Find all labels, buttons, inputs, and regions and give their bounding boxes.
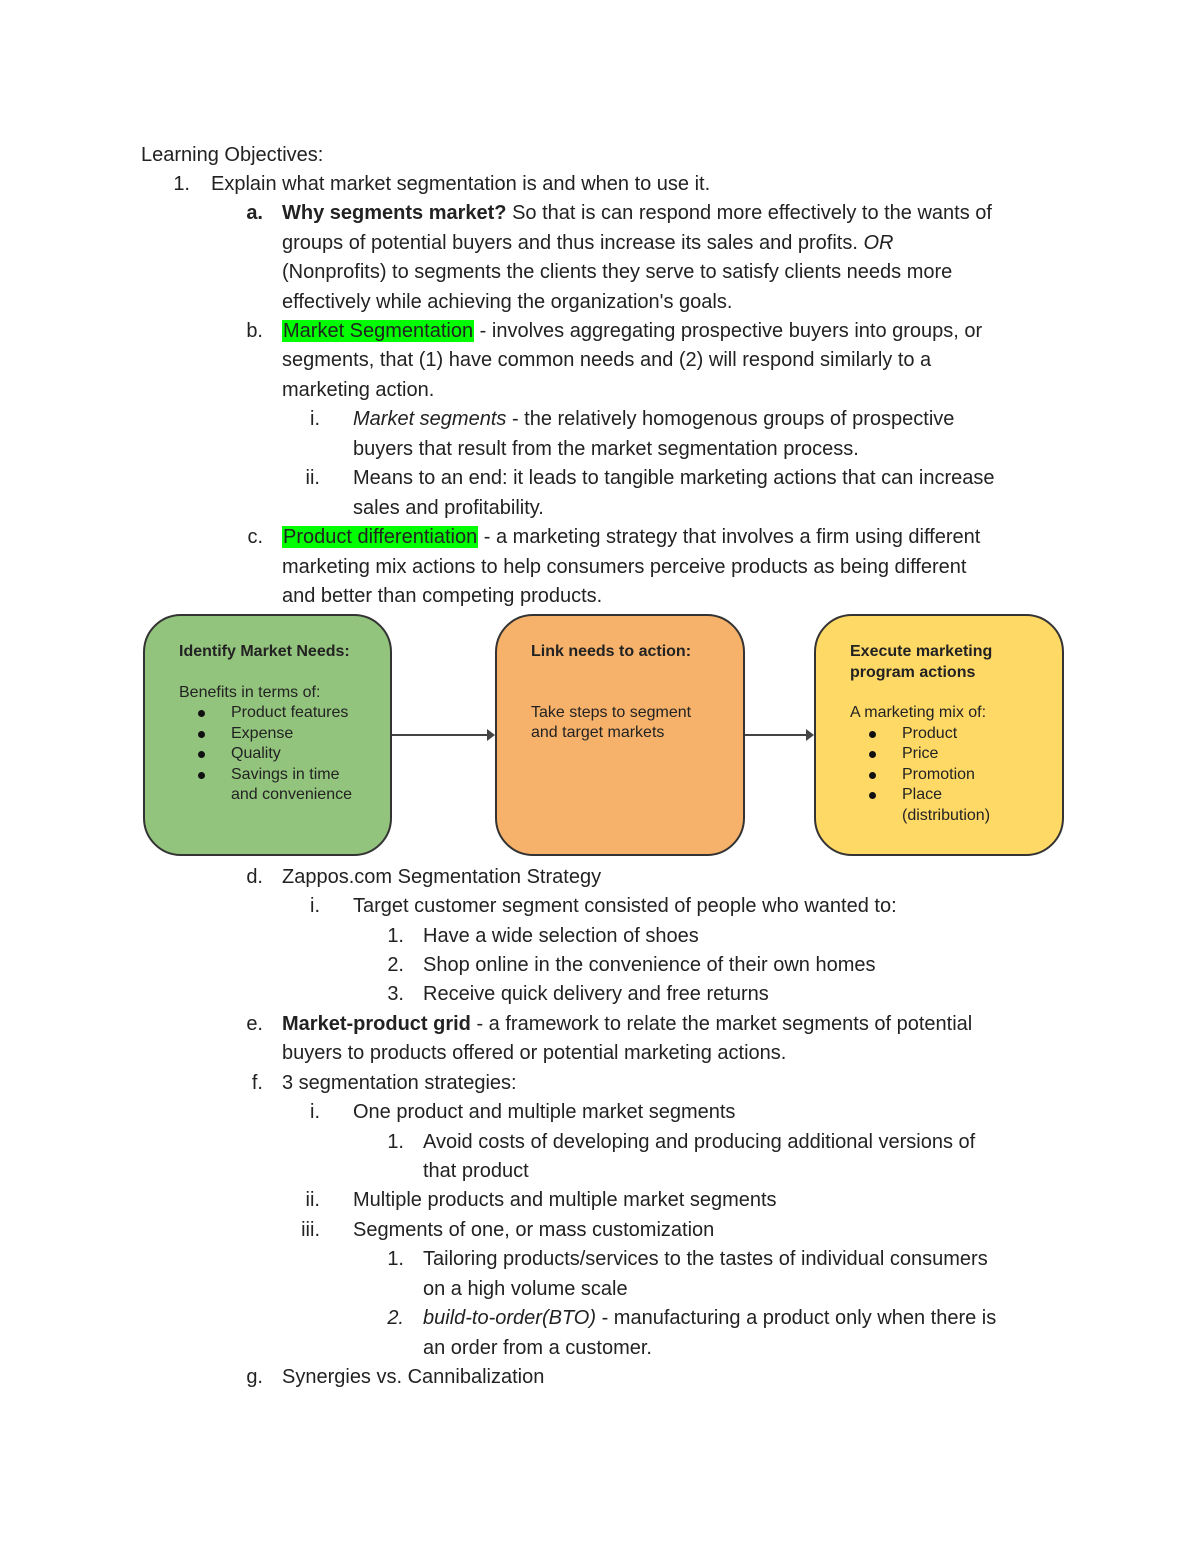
heading: Learning Objectives:: [141, 144, 324, 166]
marketing-mix-list: [850, 724, 1052, 806]
list-item: Expense: [179, 724, 380, 745]
list-item: Quality: [179, 744, 380, 765]
list-marker: iii.: [301, 1219, 320, 1241]
item-d-i: Target customer segment consisted of people who wanted to:: [353, 895, 897, 917]
list-item-continuation: (distribution): [902, 806, 991, 824]
item-a-or: OR: [863, 232, 894, 254]
box-body: Take steps to segment: [531, 703, 692, 721]
item-f-iii-2-line-1: [423, 1304, 996, 1334]
item-f-iii-1-line-1: Tailoring products/services to the tastes of individual consumers: [423, 1248, 988, 1270]
item-d-1: Have a wide selection of shoes: [423, 925, 699, 947]
item-e-line-2: buyers to products offered or potential marketing actions.: [282, 1042, 787, 1064]
item-e-line-1: [282, 1010, 972, 1040]
list-item: Promotion: [850, 765, 1052, 786]
list-marker: 1.: [387, 1131, 404, 1153]
item-f-iii: Segments of one, or mass customization: [353, 1219, 715, 1241]
item-f-i-1-line-2: that product: [423, 1160, 529, 1182]
item-b-i-line-1: [353, 405, 954, 435]
box-subtitle: A marketing mix of:: [850, 704, 987, 721]
highlighted-term: Market Segmentation: [283, 320, 474, 342]
list-marker: i.: [310, 895, 320, 917]
item-f-iii-2-text: - manufacturing a product only when there is: [596, 1307, 997, 1329]
item-b-line-3: marketing action.: [282, 379, 435, 401]
item-f-i: One product and multiple market segments: [353, 1101, 736, 1123]
item-a-bold: Why segments market?: [282, 202, 507, 224]
list-marker: g.: [246, 1366, 263, 1388]
benefits-list: [179, 703, 380, 785]
list-marker: e.: [246, 1013, 263, 1035]
item-b-ii-line-1: Means to an end: it leads to tangible marketing actions that can increase: [353, 467, 995, 489]
list-marker: c.: [247, 526, 263, 548]
list-marker: b.: [246, 320, 263, 342]
list-marker: i.: [310, 1101, 320, 1123]
item-b-i-line-2: buyers that result from the market segmentation process.: [353, 438, 859, 460]
box-title: Link needs to action:: [531, 643, 692, 660]
list-marker: 2.: [387, 954, 404, 976]
list-marker: 1.: [387, 1248, 404, 1270]
item-e-text: - a framework to relate the market segments of potential: [470, 1013, 973, 1035]
list-marker: ii.: [305, 467, 320, 489]
execute-marketing-box: [814, 614, 1064, 856]
list-item: Savings in time: [179, 765, 380, 786]
list-marker: a.: [246, 202, 263, 224]
bold-term: Market-product grid: [282, 1013, 471, 1035]
item-a-line-3: (Nonprofits) to segments the clients they serve to satisfy clients needs more: [282, 261, 953, 283]
item-c-line-2: marketing mix actions to help consumers perceive products as being different: [282, 556, 967, 578]
arrow-icon: [745, 734, 812, 736]
box-body: and target markets: [531, 724, 665, 741]
item-d: Zappos.com Segmentation Strategy: [282, 866, 602, 888]
list-item-continuation: and convenience: [231, 786, 352, 803]
list-item: Place: [850, 785, 1052, 806]
list-item: Price: [850, 744, 1052, 765]
item-b-line-1: [282, 317, 982, 347]
objective-1: Explain what market segmentation is and when to use it.: [211, 173, 711, 195]
item-b-line-2: segments, that (1) have common needs and (2) will respond similarly to a: [282, 349, 932, 371]
item-a-text: So that is can respond more effectively to the wants of: [512, 202, 992, 224]
box-title: Execute marketing: [850, 643, 993, 660]
item-b-text: - involves aggregating prospective buyers into groups, or: [474, 320, 983, 342]
box-title: Identify Market Needs:: [179, 643, 350, 660]
item-f: 3 segmentation strategies:: [282, 1072, 517, 1094]
item-a-text: groups of potential buyers and thus increase its sales and profits.: [282, 232, 858, 254]
item-c-line-3: and better than competing products.: [282, 585, 603, 607]
list-marker: i.: [310, 408, 320, 430]
identify-market-needs-box: [143, 614, 392, 856]
item-c-line-1: [282, 523, 980, 553]
item-a-line-4: effectively while achieving the organization's goals.: [282, 291, 733, 313]
list-marker: f.: [251, 1072, 263, 1094]
market-segmentation-diagram: [143, 614, 1065, 858]
list-marker: 3.: [387, 983, 404, 1005]
item-g: Synergies vs. Cannibalization: [282, 1366, 545, 1388]
item-f-ii: Multiple products and multiple market segments: [353, 1189, 777, 1211]
item-a-line-1: [282, 199, 992, 229]
list-item: Product: [850, 724, 1052, 745]
list-marker: ii.: [305, 1189, 320, 1211]
list-marker: 1.: [387, 925, 404, 947]
item-b-i-text: - the relatively homogenous groups of prospective: [506, 408, 955, 430]
link-needs-box: [495, 614, 745, 856]
item-f-i-1-line-1: Avoid costs of developing and producing additional versions of: [423, 1131, 976, 1153]
item-f-iii-1-line-2: on a high volume scale: [423, 1278, 628, 1300]
italic-term: build-to-order(BTO): [423, 1307, 597, 1329]
list-marker: d.: [246, 866, 263, 888]
item-d-2: Shop online in the convenience of their own homes: [423, 954, 876, 976]
list-item: Product features: [179, 703, 380, 724]
item-c-text: - a marketing strategy that involves a firm using different: [478, 526, 981, 548]
italic-term: Market segments: [353, 408, 507, 430]
item-a-line-2: [282, 229, 893, 259]
item-b-ii-line-2: sales and profitability.: [353, 497, 544, 519]
box-title: program actions: [850, 663, 976, 681]
item-f-iii-2-line-2: an order from a customer.: [423, 1337, 652, 1359]
item-d-3: Receive quick delivery and free returns: [423, 983, 769, 1005]
arrow-icon: [392, 734, 493, 736]
list-marker: 1.: [173, 173, 190, 195]
highlighted-term: Product differentiation: [283, 526, 478, 548]
box-subtitle: Benefits in terms of:: [179, 683, 321, 701]
list-marker: 2.: [387, 1307, 404, 1329]
